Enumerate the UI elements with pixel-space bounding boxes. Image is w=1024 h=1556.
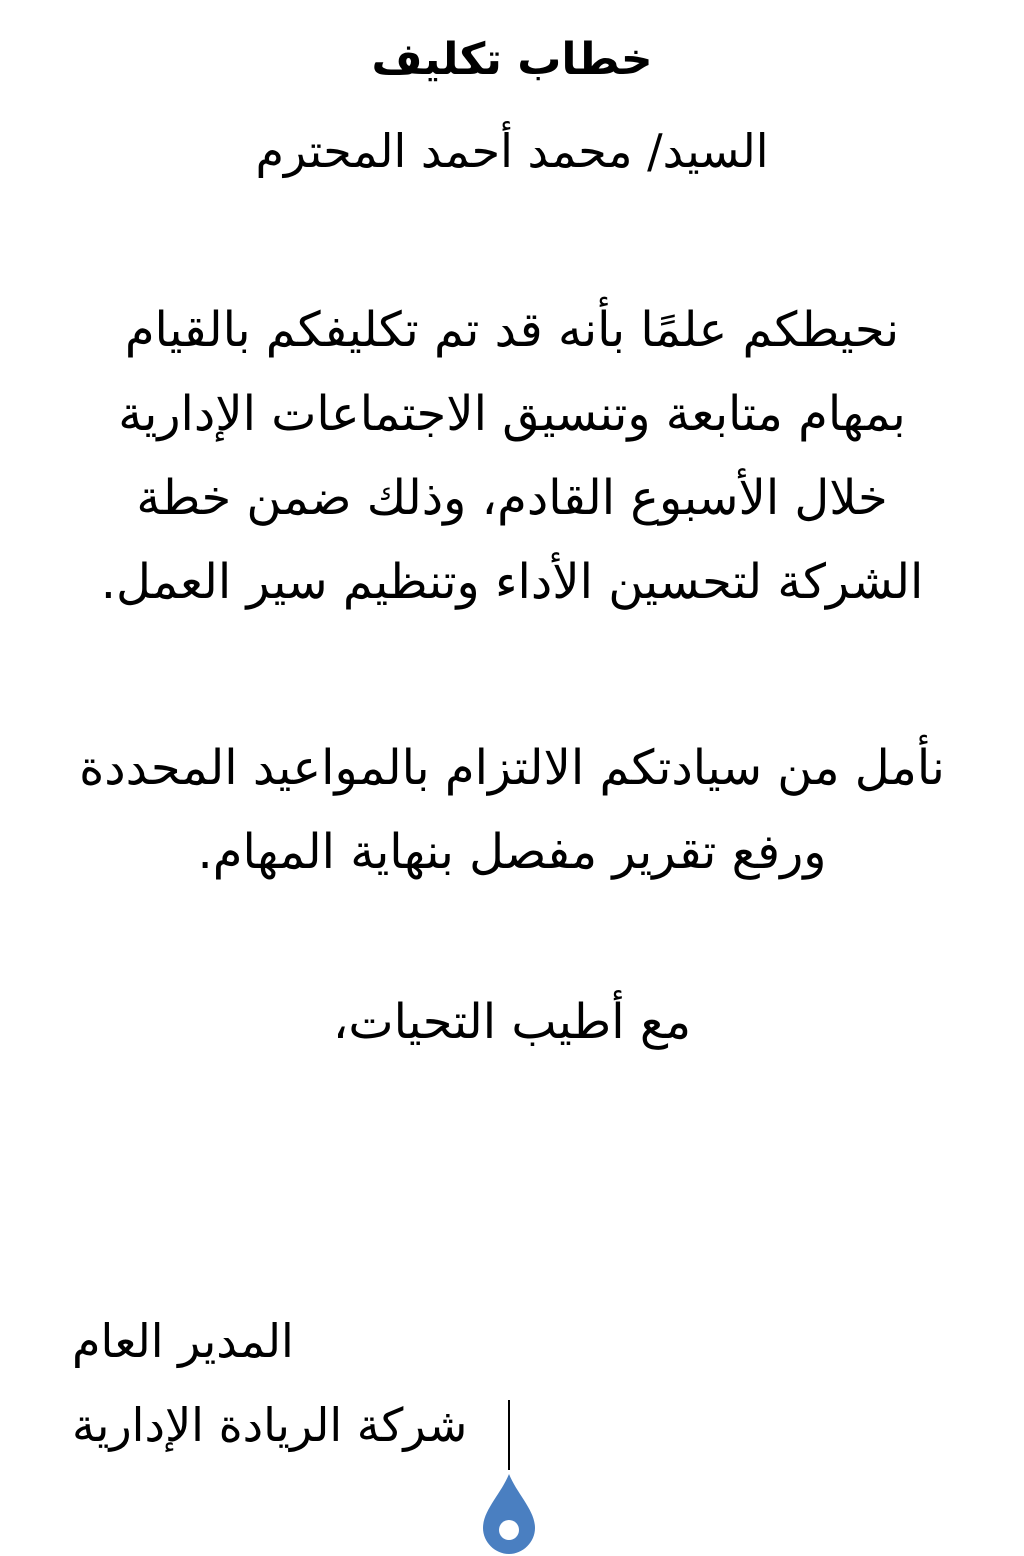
letter-closing: مع أطيب التحيات، [332, 994, 692, 1050]
letter-paragraph-2: نأمل من سيادتكم الالتزام بالمواعيد المحددة ورفع تقرير مفصل بنهاية المهام. [79, 740, 945, 880]
letter-paragraph-1: نحيطكم علمًا بأنه قد تم تكليفكم بالقيام بمهام متابعة وتنسيق الاجتماعات الإدارية خلال الأسبوع القادم، وذلك ضمن خطة الشركة لتحسين الأداء وتنظيم سير العمل. [100, 302, 924, 610]
letter-addressee: السيد/ محمد أحمد المحترم [255, 124, 769, 178]
letter-title: خطاب تكليف [371, 34, 653, 85]
text-cursor [508, 1400, 510, 1470]
text-selection-handle-icon[interactable] [481, 1470, 537, 1556]
signature-company[interactable]: شركة الريادة الإدارية [72, 1398, 468, 1452]
signature-title: المدير العام [72, 1314, 294, 1368]
